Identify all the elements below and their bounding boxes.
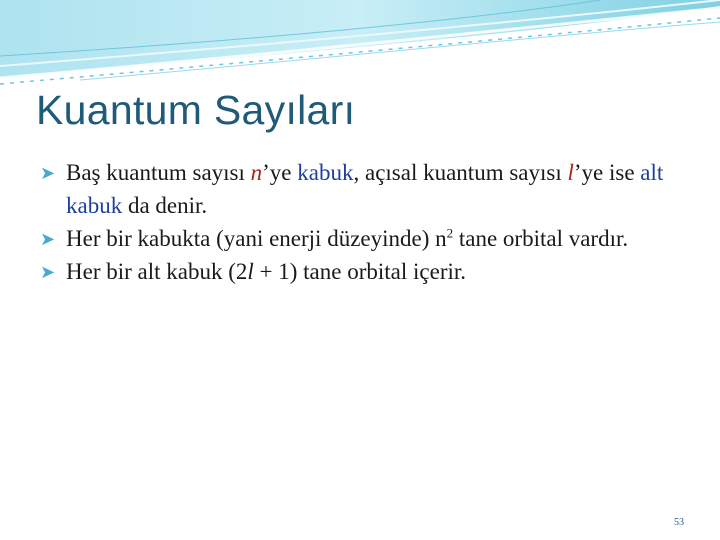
variable-n: n — [250, 160, 263, 185]
bullet-text: , açısal kuantum sayısı — [353, 160, 568, 185]
bullet-item — [40, 222, 680, 255]
variable-l: l — [247, 259, 254, 284]
keyword-kabuk: kabuk — [297, 160, 354, 185]
bullet-text: da denir. — [122, 193, 208, 218]
bullet-item — [40, 255, 680, 288]
bullet-item — [40, 156, 680, 222]
bullet-text: + 1) tane orbital içerir. — [253, 259, 467, 284]
bullet-text: tane orbital vardır. — [453, 226, 629, 251]
bullet-text: ’ye ise — [573, 160, 641, 185]
page-number: 53 — [674, 517, 684, 528]
superscript-2: 2 — [446, 225, 454, 241]
bullet-text: Her bir alt kabuk (2 — [66, 259, 248, 284]
bullet-text: Her bir kabukta (yani enerji düzeyinde) n — [66, 226, 447, 251]
slide-title: Kuantum Sayıları — [36, 87, 356, 133]
keyword-alt-kabuk: alt kabuk — [66, 160, 664, 218]
ribbon-arrow-icon: ➤ — [40, 163, 56, 184]
bullet-list — [40, 156, 680, 288]
bullet-text: Baş kuantum sayısı — [66, 160, 251, 185]
bullet-text: ’ye — [262, 160, 298, 185]
variable-l: l — [567, 160, 574, 185]
ribbon-arrow-icon: ➤ — [40, 229, 56, 250]
decorative-top-band — [0, 0, 720, 90]
ribbon-arrow-icon: ➤ — [40, 262, 56, 283]
